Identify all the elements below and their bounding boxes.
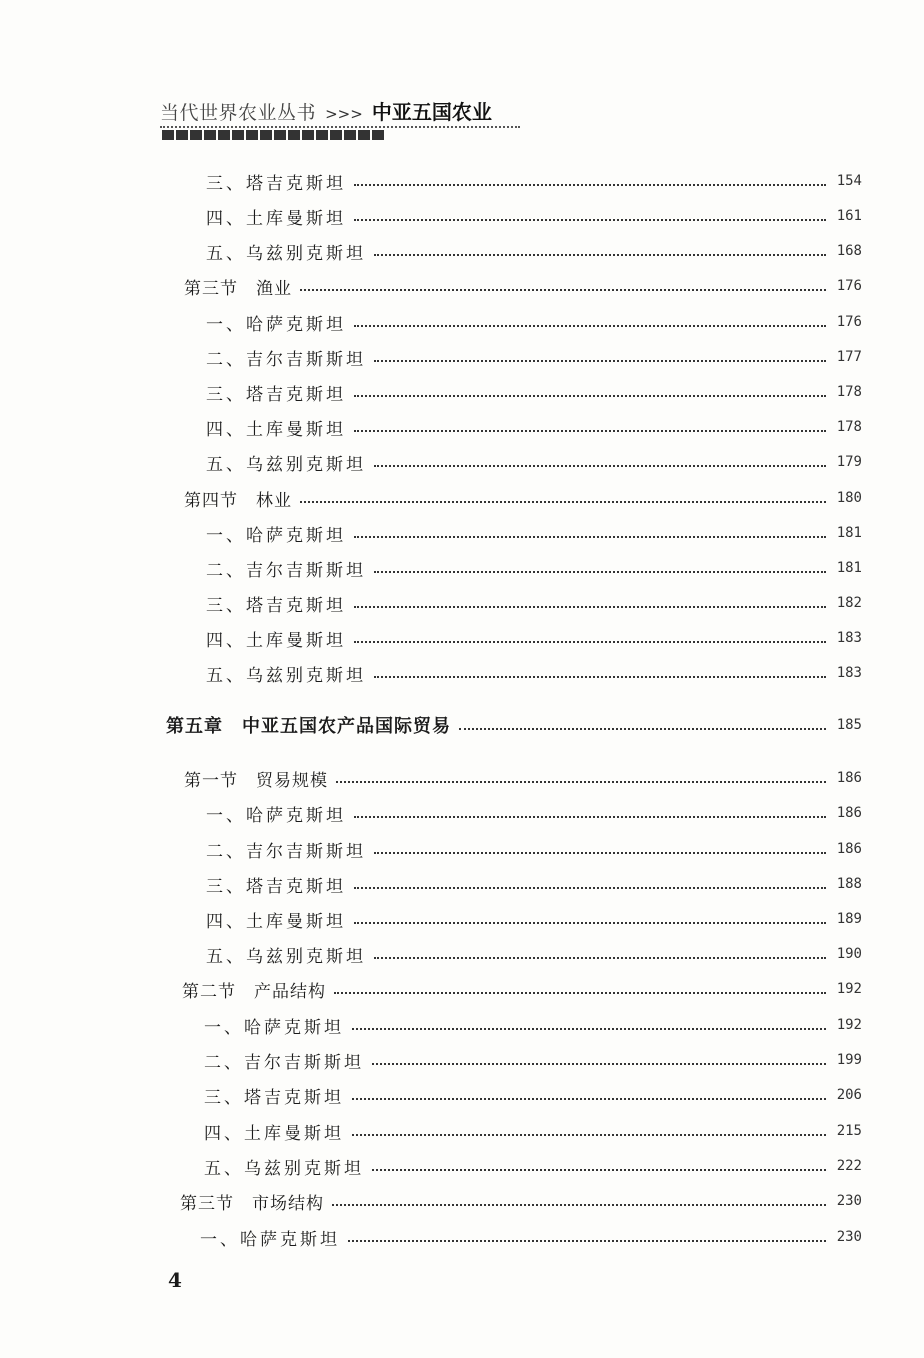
header-separator: >>> [325, 105, 363, 123]
toc-entry-page: 230 [836, 1193, 862, 1209]
toc-entry-page: 183 [836, 665, 862, 681]
ornament-block [288, 130, 300, 140]
toc-entry-sub [204, 1118, 862, 1144]
dot-leader [354, 604, 826, 608]
header-block-ornament [162, 130, 384, 140]
toc-entry-label: 五、乌兹别克斯坦 [206, 454, 366, 475]
toc-entry-sub [206, 836, 862, 862]
dot-leader [352, 1132, 826, 1136]
ornament-block [232, 130, 244, 140]
toc-entry-page: 161 [836, 208, 862, 224]
toc-entry-sub [206, 449, 862, 475]
toc-entry-sub [204, 1012, 862, 1038]
toc-entry-label: 第二节 产品结构 [182, 981, 326, 1002]
ornament-block [176, 130, 188, 140]
toc-entry-sub [206, 520, 862, 546]
toc-entry-page: 168 [836, 243, 862, 259]
toc-entry-sub [204, 1153, 862, 1179]
toc-entry-page: 183 [836, 630, 862, 646]
toc-entry-label: 二、吉尔吉斯斯坦 [206, 349, 366, 370]
toc-entry-sub [200, 1224, 862, 1250]
toc-entry-page: 179 [836, 454, 862, 470]
header-dotted-rule [160, 126, 520, 128]
toc-entry-label: 一、哈萨克斯坦 [204, 1017, 344, 1038]
toc-entry-label: 三、塔吉克斯坦 [206, 173, 346, 194]
toc-entry-label: 一、哈萨克斯坦 [206, 525, 346, 546]
dot-leader [354, 217, 826, 221]
toc-entry-label: 三、塔吉克斯坦 [206, 876, 346, 897]
dot-leader [354, 182, 826, 186]
dot-leader [354, 814, 826, 818]
dot-leader [334, 990, 826, 994]
dot-leader [300, 287, 826, 291]
toc-entry-section [180, 1188, 862, 1214]
dot-leader [300, 499, 826, 503]
dot-leader [374, 674, 826, 678]
toc-entry-sub [206, 906, 862, 932]
toc-entry-sub [206, 625, 862, 651]
toc-entry-page: 199 [836, 1052, 862, 1068]
toc-entry-label: 二、吉尔吉斯斯坦 [206, 560, 366, 581]
toc-entry-sub [206, 203, 862, 229]
dot-leader [352, 1026, 826, 1030]
ornament-block [358, 130, 370, 140]
toc-entry-sub [204, 1047, 862, 1073]
toc-entry-label: 第三节 渔业 [184, 278, 292, 299]
toc-entry-sub [206, 871, 862, 897]
toc-entry-label: 四、土库曼斯坦 [206, 208, 346, 229]
dot-leader [374, 850, 826, 854]
toc-entry-label: 五、乌兹别克斯坦 [204, 1158, 364, 1179]
dot-leader [372, 1167, 826, 1171]
ornament-block [274, 130, 286, 140]
toc-entry-page: 176 [836, 278, 862, 294]
toc-entry-label: 一、哈萨克斯坦 [206, 805, 346, 826]
dot-leader [459, 726, 826, 730]
toc-entry-sub [206, 590, 862, 616]
toc-entry-page: 188 [836, 876, 862, 892]
dot-leader [374, 955, 826, 959]
toc-entry-section [182, 976, 862, 1002]
toc-entry-page: 206 [836, 1087, 862, 1103]
dot-leader [374, 463, 826, 467]
toc-entry-page: 189 [836, 911, 862, 927]
ornament-block [302, 130, 314, 140]
ornament-block [204, 130, 216, 140]
page-number: 4 [168, 1268, 182, 1292]
toc-entry-label: 第五章 中亚五国农产品国际贸易 [166, 716, 451, 737]
toc-entry-section [184, 485, 862, 511]
toc-entry-sub [206, 555, 862, 581]
toc-entry-sub [206, 800, 862, 826]
dot-leader [354, 885, 826, 889]
ornament-block [190, 130, 202, 140]
dot-leader [374, 358, 826, 362]
toc-entry-chapter [166, 712, 862, 738]
toc-entry-page: 182 [836, 595, 862, 611]
toc-entry-sub [204, 1082, 862, 1108]
toc-entry-page: 181 [836, 560, 862, 576]
toc-entry-label: 五、乌兹别克斯坦 [206, 946, 366, 967]
dot-leader [354, 428, 826, 432]
dot-leader [372, 1061, 826, 1065]
toc-entry-sub [206, 168, 862, 194]
toc-entry-label: 四、土库曼斯坦 [206, 911, 346, 932]
toc-entry-label: 三、塔吉克斯坦 [206, 595, 346, 616]
toc-entry-label: 第四节 林业 [184, 490, 292, 511]
dot-leader [354, 534, 826, 538]
dot-leader [354, 393, 826, 397]
dot-leader [332, 1202, 826, 1206]
ornament-block [330, 130, 342, 140]
toc-entry-label: 第一节 贸易规模 [184, 770, 328, 791]
toc-entry-label: 二、吉尔吉斯斯坦 [206, 841, 366, 862]
ornament-block [344, 130, 356, 140]
toc-entry-page: 190 [836, 946, 862, 962]
toc-entry-page: 230 [836, 1229, 862, 1245]
toc-entry-sub [206, 344, 862, 370]
toc-entry-page: 192 [836, 1017, 862, 1033]
toc-entry-page: 180 [836, 490, 862, 506]
dot-leader [348, 1238, 826, 1242]
toc-entry-label: 第三节 市场结构 [180, 1193, 324, 1214]
toc-entry-sub [206, 660, 862, 686]
ornament-block [260, 130, 272, 140]
ornament-block [162, 130, 174, 140]
toc-entry-label: 四、土库曼斯坦 [206, 419, 346, 440]
toc-entry-page: 178 [836, 419, 862, 435]
toc-entry-sub [206, 309, 862, 335]
ornament-block [372, 130, 384, 140]
series-title: 当代世界农业丛书 [160, 102, 317, 124]
toc-entry-page: 215 [836, 1123, 862, 1139]
ornament-block [246, 130, 258, 140]
toc-entry-page: 186 [836, 805, 862, 821]
toc-entry-label: 三、塔吉克斯坦 [206, 384, 346, 405]
toc-entry-label: 二、吉尔吉斯斯坦 [204, 1052, 364, 1073]
toc-entry-sub [206, 238, 862, 264]
dot-leader [354, 639, 826, 643]
toc-entry-page: 185 [836, 717, 862, 733]
dot-leader [354, 920, 826, 924]
dot-leader [374, 569, 826, 573]
toc-entry-section [184, 273, 862, 299]
toc-entry-page: 154 [836, 173, 862, 189]
toc-entry-page: 177 [836, 349, 862, 365]
dot-leader [354, 323, 826, 327]
toc-entry-label: 四、土库曼斯坦 [206, 630, 346, 651]
toc-entry-page: 176 [836, 314, 862, 330]
toc-entry-section [184, 765, 862, 791]
toc-entry-page: 222 [836, 1158, 862, 1174]
toc-entry-page: 186 [836, 841, 862, 857]
toc-entry-page: 181 [836, 525, 862, 541]
book-title: 中亚五国农业 [371, 100, 492, 124]
toc-entry-label: 一、哈萨克斯坦 [200, 1229, 340, 1250]
running-header [160, 96, 540, 125]
dot-leader [352, 1096, 826, 1100]
toc-entry-sub [206, 414, 862, 440]
ornament-block [218, 130, 230, 140]
toc-entry-label: 一、哈萨克斯坦 [206, 314, 346, 335]
toc-entry-label: 五、乌兹别克斯坦 [206, 243, 366, 264]
dot-leader [374, 252, 826, 256]
ornament-block [316, 130, 328, 140]
toc-entry-page: 186 [836, 770, 862, 786]
toc-entry-label: 三、塔吉克斯坦 [204, 1087, 344, 1108]
toc-entry-sub [206, 379, 862, 405]
dot-leader [336, 779, 826, 783]
toc-entry-label: 五、乌兹别克斯坦 [206, 665, 366, 686]
toc-entry-sub [206, 941, 862, 967]
toc-entry-page: 192 [836, 981, 862, 997]
toc-entry-label: 四、土库曼斯坦 [204, 1123, 344, 1144]
toc-entry-page: 178 [836, 384, 862, 400]
